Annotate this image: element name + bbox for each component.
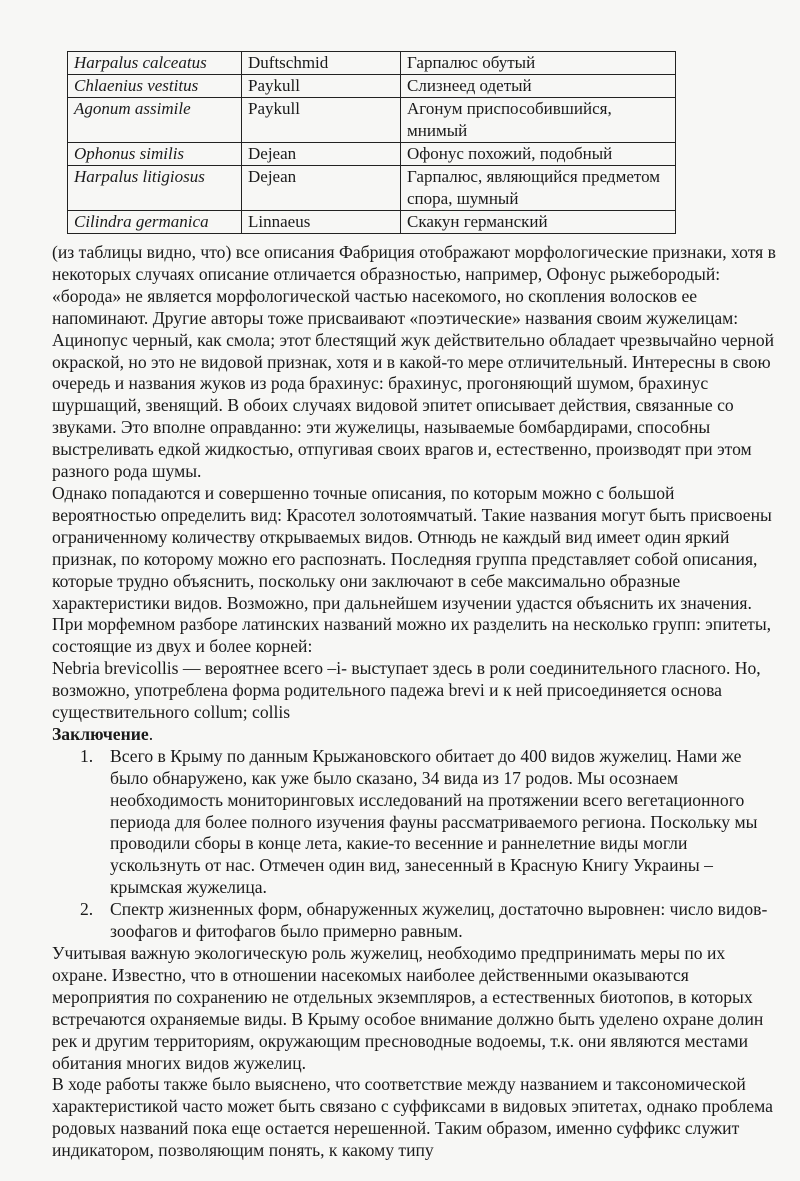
russian-name-cell: Офонус похожий, подобный	[401, 143, 676, 166]
russian-name-cell: Гарпалюс обутый	[401, 52, 676, 75]
paragraph: Учитывая важную экологическую роль жужелиц, необходимо предпринимать меры по их охране. Известно, что в отношении насекомых наиболее действенными оказываются мероприятия по сохранению не отдельных экземпляров, а естественных биотопов, в которых встречаются охраняемые виды. В Крыму особое внимание должно быть уделено охране долин рек и другим территориям, окружающим пресноводные водоемы, т.к. они являются местами обитания многих видов жужелиц.	[52, 943, 764, 1073]
latin-name-cell: Chlaenius vestitus	[68, 75, 242, 98]
paragraph: В ходе работы также было выяснено, что соответствие между названием и таксономической характеристикой часто может быть связано с суффиксами в видовых эпитетах, однако проблема родовых названий пока еще остается нерешенной. Таким образом, именно суффикс служит индикатором, позволяющим понять, к какому типу	[52, 1074, 773, 1161]
table-row	[68, 166, 676, 211]
russian-name-cell: Гарпалюс, являющийся предметом спора, шумный	[401, 166, 676, 211]
author-cell: Duftschmid	[242, 52, 401, 75]
list-item-number: 2.	[80, 899, 94, 920]
conclusion-list	[52, 746, 780, 943]
author-cell: Dejean	[242, 166, 401, 211]
conclusion-heading-line	[52, 724, 780, 746]
table-row	[68, 98, 676, 143]
author-cell: Dejean	[242, 143, 401, 166]
list-item	[52, 899, 780, 943]
paragraph: Однако попадаются и совершенно точные описания, по которым можно с большой вероятностью определить вид: Красотел золотоямчатый. Такие названия могут быть присвоены ограниченному количеству открываемых видов. Отнюдь не каждый вид имеет один яркий признак, по которому можно его распознать. Последняя группа представляет собой описания, которые трудно объяснить, поскольку они заключают в себе максимально образные характеристики видов. Возможно, при дальнейшем изучении удастся объяснить их значения.	[52, 482, 772, 613]
table-row	[68, 211, 676, 234]
table-row	[68, 52, 676, 75]
latin-name-cell: Cilindra germanica	[68, 211, 242, 234]
russian-name-cell: Скакун германский	[401, 211, 676, 234]
table-row	[68, 75, 676, 98]
author-cell: Paykull	[242, 98, 401, 143]
author-cell: Paykull	[242, 75, 401, 98]
russian-name-cell: Агонум приспособившийся, мнимый	[401, 98, 676, 143]
latin-name-cell: Ophonus similis	[68, 143, 242, 166]
list-item-text: Всего в Крыму по данным Крыжановского обитает до 400 видов жужелиц. Нами же было обнаружено, как уже было сказано, 34 вида из 17 родов. Мы осознаем необходимость мониторинговых исследований на протяжении всего вегетационного периода для более полного изучения фауны рассматриваемого региона. Поскольку мы проводили сборы в конце лета, какие-то весенние и раннелетние виды могли ускользнуть от нас. Отмечен один вид, занесенный в Красную Книгу Украины – крымская жужелица.	[110, 745, 758, 898]
list-item	[52, 746, 780, 899]
paragraph: При морфемном разборе латинских названий можно их разделить на несколько групп: эпитеты, состоящие из двух и более корней:	[52, 614, 772, 657]
author-cell: Linnaeus	[242, 211, 401, 234]
list-item-number: 1.	[80, 745, 94, 766]
list-item-text: Спектр жизненных форм, обнаруженных жужелиц, достаточно выровнен: число видов-зоофагов и фитофагов было примерно равным.	[110, 899, 768, 942]
paragraph: (из таблицы видно, что) все описания Фабриция отображают морфологические признаки, хотя в некоторых случаях описание отличается образностью, например, Офонус рыжебородый: «борода» не является морфологической частью насекомого, но скопления волосков ее напоминают. Другие авторы тоже присваивают «поэтические» названия своим жужелицам: Ацинопус черный, как смола; этот блестящий жук действительно обладает чрезвычайно черной окраской, но это не видовой признак, хотя и в какой-то мере отличительный. Интересны в свою очередь и названия жуков из рода брахинус: брахинус, прогоняющий шумом, брахинус шуршащий, звенящий. В обоих случаях видовой эпитет описывает действия, связанные со звуками. Это вполне оправданно: эти жужелицы, называемые бомбардирами, способны выстреливать едкой жидкостью, отпугивая своих врагов и, естественно, производят при этом разного рода шумы.	[52, 242, 776, 482]
paragraph: Nebria brevicollis — вероятнее всего –i- выступает здесь в роли соединительного гласного. Но, возможно, употреблена форма родительного падежа brevi и к ней присоединяется основа существительного collum; collis	[52, 658, 761, 723]
heading-period: .	[148, 723, 154, 744]
body-text	[52, 242, 780, 1162]
conclusion-heading: Заключение	[52, 723, 149, 744]
table-row	[68, 143, 676, 166]
latin-name-cell: Harpalus calceatus	[68, 52, 242, 75]
russian-name-cell: Слизнеед одетый	[401, 75, 676, 98]
latin-name-cell: Harpalus litigiosus	[68, 166, 242, 211]
latin-name-cell: Agonum assimile	[68, 98, 242, 143]
species-table	[67, 51, 676, 234]
